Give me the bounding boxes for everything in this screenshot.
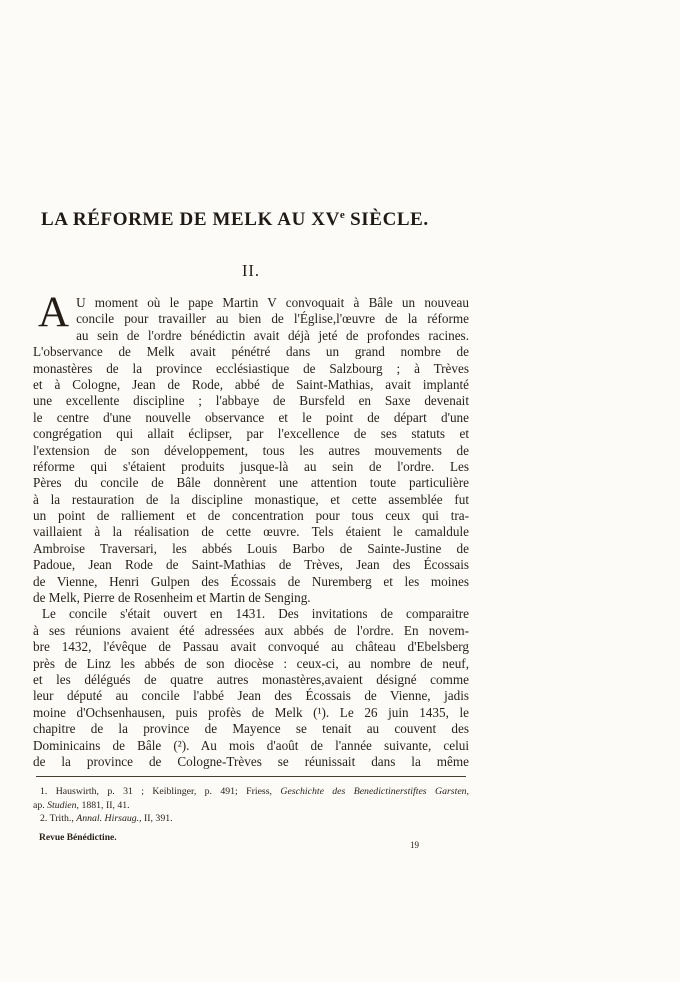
footnote-citation-italic: Studien <box>47 799 77 811</box>
article-title-end: SIÈCLE. <box>344 209 429 230</box>
text-line: chapitre de la province de Mayence se tenait au couvent des <box>33 721 469 737</box>
footnote-text: 1. Hauswirth, p. 31 ; Keiblinger, p. 491; Friess, <box>40 786 281 798</box>
section-heading: II. <box>241 261 261 280</box>
text-line: au sein de l'ordre bénédictin avait déjà jeté de profondes racines. <box>76 327 469 343</box>
paragraph-2 <box>33 606 469 770</box>
text-line: de Vienne, Henri Gulpen des Écossais de Nuremberg et les moines <box>33 573 469 589</box>
page-footer <box>33 833 469 855</box>
text-line: un point de ralliement et de concentration pour tous ceux qui tra- <box>33 508 469 524</box>
text-line: l'extension de son développement, tous les autres mouvements de <box>33 442 469 458</box>
printer-signature: 19 <box>410 839 419 850</box>
text-line: à la restauration de la discipline monastique, et cette assemblée fut <box>33 491 469 507</box>
text-line: le centre d'une nouvelle observance et le point de départ d'une <box>33 409 469 425</box>
article-title <box>41 209 469 231</box>
footnote-text: ap. <box>33 799 48 811</box>
text-line: Pères du concile de Bâle donnèrent une attention toute particulière <box>33 475 469 491</box>
text-line: et à Cologne, Jean de Rode, abbé de Saint-Mathias, avait implanté <box>33 376 469 392</box>
text-line: à ses réunions avaient été adressées aux abbés de l'ordre. En novem- <box>33 622 469 638</box>
text-line: Le concile s'était ouvert en 1431. Des invitations de comparaitre <box>42 606 469 622</box>
footnote-1-line-1 <box>33 785 469 798</box>
article-body <box>33 289 469 770</box>
text-line: monastères de la province ecclésiastique de Salzbourg ; à Trèves <box>33 360 469 376</box>
footnote-citation-italic: Annal. Hirsaug. <box>76 813 140 825</box>
text-line: et les délégués de quatre autres monastères,avaient désigné comme <box>33 671 469 687</box>
footnotes <box>33 785 469 825</box>
footnote-separator <box>36 776 466 777</box>
article-content <box>33 0 469 855</box>
footnote-text: , 1881, II, 41. <box>76 799 130 811</box>
text-line: Padoue, Jean Rode de Saint-Mathias de Trèves, Jean des Écossais <box>33 557 469 573</box>
article-title-main: LA RÉFORME DE MELK AU XV <box>41 209 340 230</box>
text-line: vaillaient à la réalisation de cette œuvre. Tels étaient le camaldule <box>33 524 469 540</box>
text-line: U moment où le pape Martin V convoquait à Bâle un nouveau <box>76 295 469 310</box>
text-line: une excellente discipline ; l'abbaye de Bursfeld en Saxe devenait <box>33 393 469 409</box>
footnote-2 <box>33 812 469 825</box>
journal-name: Revue Bénédictine. <box>39 832 117 843</box>
text-line: congrégation qui allait éclipser, par l'excellence de ses statuts et <box>33 426 469 442</box>
drop-cap: A <box>38 289 70 336</box>
text-line: de Melk, Pierre de Rosenheim et Martin de Senging. <box>33 590 311 606</box>
footnote-1-line-2 <box>33 799 469 812</box>
text-line: concile pour travailler au bien de l'Église,l'œuvre de la réforme <box>76 311 469 327</box>
text-line: réforme qui s'étaient produits jusque-là au sein de l'ordre. Les <box>33 458 469 474</box>
text-line: Ambroise Traversari, les abbés Louis Barbo de Sainte-Justine de <box>33 540 469 556</box>
text-line: leur député au concile l'abbé Jean des Écossais de Vienne, jadis <box>33 688 469 704</box>
text-line: près de Linz les abbés de son diocèse : ceux-ci, au nombre de neuf, <box>33 655 469 671</box>
text-line: bre 1432, l'évêque de Passau avait convoqué au château d'Ebelsberg <box>33 639 469 655</box>
paragraph-1 <box>33 289 469 606</box>
text-line: L'observance de Melk avait pénétré dans un grand nombre de <box>33 344 469 360</box>
title-superscript: e <box>339 209 345 221</box>
footnote-text: 2. Trith., <box>40 813 77 825</box>
text-line: moine d'Ochsenhausen, puis profès de Melk (¹). Le 26 juin 1435, le <box>33 704 469 720</box>
footnote-text: , II, 391. <box>139 813 173 825</box>
footnote-citation-italic: Geschichte des Benedictinerstiftes Garsten, <box>280 786 470 798</box>
text-line: de la province de Cologne-Trèves se réunissait dans la même <box>33 753 469 769</box>
text-line: Dominicains de Bâle (²). Au mois d'août de l'année suivante, celui <box>33 737 469 753</box>
